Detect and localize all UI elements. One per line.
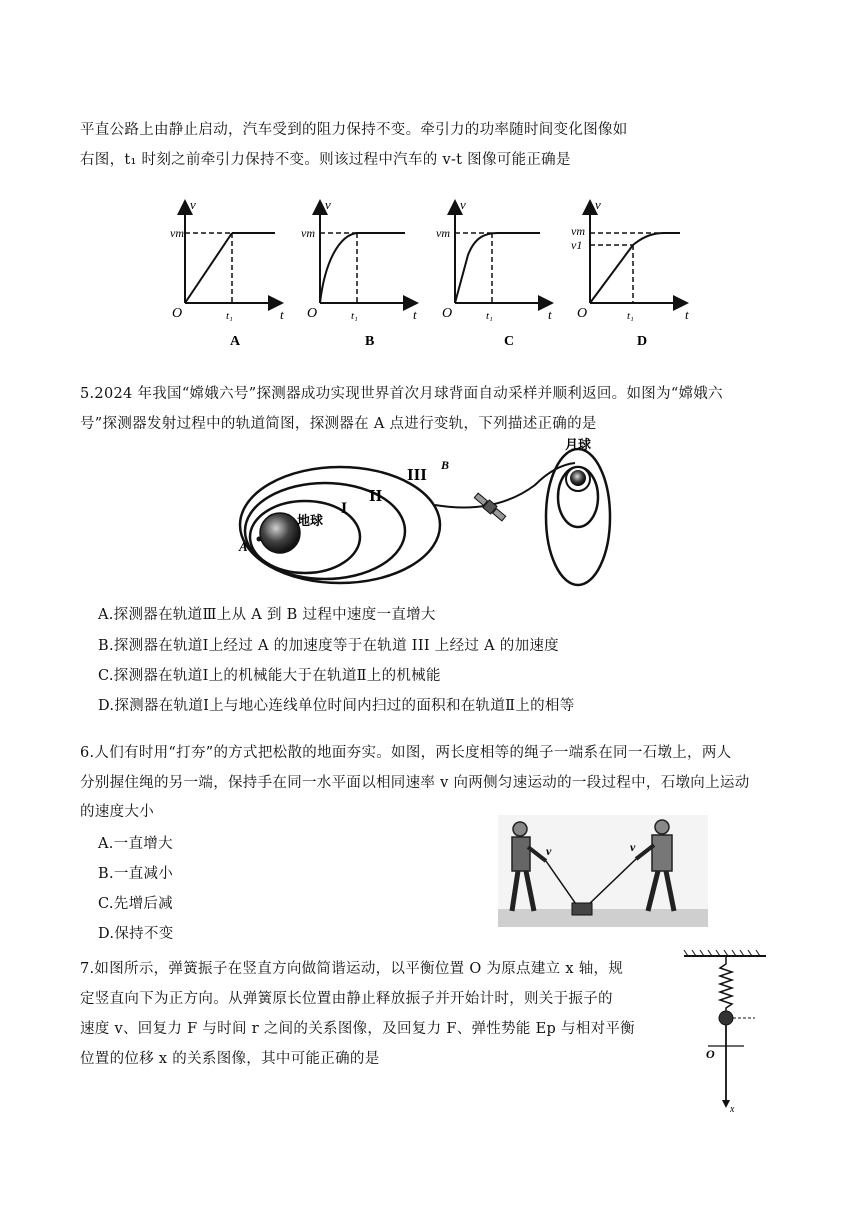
ball-icon: [719, 1011, 733, 1025]
moon-label: 月球: [565, 437, 592, 452]
q4-vt-graphs: [160, 195, 700, 355]
graph-b-label: B: [365, 334, 375, 349]
q5-option-b: B.探测器在轨道Ⅰ上经过 A 的加速度等于在轨道 III 上经过 A 的加速度: [98, 638, 559, 654]
graph-b-vm: vm: [301, 226, 315, 240]
graph-d-v1: v1: [571, 238, 583, 252]
graph-c-vm: vm: [436, 226, 450, 240]
q6-option-b: B.一直减小: [98, 866, 174, 882]
q6-text-line-1: 6.人们有时用“打夯”的方式把松散的地面夯实。如图，两长度相等的绳子一端系在同一石墩上，两人: [80, 745, 732, 761]
q7-text-line-3: 速度 v、回复力 F 与时间 r 之间的关系图像，及回复力 F、弹性势能 Ep 与相对平衡: [80, 1021, 635, 1037]
spring-icon: [720, 956, 732, 1012]
graph-c-v-axis: v: [460, 197, 466, 212]
q7-spring-oscillator: [680, 950, 770, 1115]
graph-b-t-axis: t: [413, 307, 417, 322]
graph-b-v-axis: v: [325, 197, 331, 212]
graph-c-origin: O: [442, 306, 453, 321]
q7-x-label: x: [730, 1104, 735, 1115]
orbit-i-label: I: [341, 500, 348, 517]
q7-text-line-1: 7.如图所示，弹簧振子在竖直方向做简谐运动，以平衡位置 O 为原点建立 x 轴，规: [80, 961, 624, 977]
q5-option-d: D.探测器在轨道Ⅰ上与地心连线单位时间内扫过的面积和在轨道Ⅱ上的相等: [98, 698, 575, 714]
q6-option-d: D.保持不变: [98, 926, 174, 942]
q6-text-line-3: 的速度大小: [80, 804, 154, 820]
moon-icon: [570, 470, 586, 486]
q7-text-line-2: 定竖直向下为正方向。从弹簧原长位置由静止释放振子并开始计时，则关于振子的: [80, 991, 613, 1007]
q6-tamping-figure: [498, 815, 708, 927]
q5-text-line-2: 号”探测器发射过程中的轨道简图，探测器在 A 点进行变轨，下列描述正确的是: [80, 416, 597, 432]
graph-d-origin: O: [577, 306, 588, 321]
q5-option-c: C.探测器在轨道Ⅰ上的机械能大于在轨道Ⅱ上的机械能: [98, 668, 441, 684]
stone-icon: [572, 903, 592, 915]
graph-b-origin: O: [307, 306, 318, 321]
graph-b: [301, 197, 417, 349]
graph-a-t1: t₁: [226, 310, 233, 322]
graph-d-t1: t₁: [627, 310, 634, 322]
graph-d-v-axis: v: [595, 197, 601, 212]
q6-v-left: v: [546, 844, 552, 858]
earth-label: 地球: [297, 513, 324, 528]
graph-c-t-axis: t: [548, 307, 552, 322]
graph-d-vm: vm: [571, 224, 585, 238]
graph-c-label: C: [504, 334, 515, 349]
q4-text-line-2: 右图，t₁ 时刻之前牵引力保持不变。则该过程中汽车的 v-t 图像可能正确是: [80, 152, 571, 168]
q6-text-line-2: 分别握住绳的另一端，保持手在同一水平面以相同速率 v 向两侧匀速运动的一段过程中，石墩向上运动: [80, 775, 750, 791]
graph-d-t-axis: t: [685, 307, 689, 322]
graph-a: [170, 197, 284, 349]
graph-c: [436, 197, 552, 349]
earth-icon: [260, 513, 300, 553]
q6-v-right: v: [630, 840, 636, 854]
graph-a-vm: vm: [170, 226, 184, 240]
point-a-label: A: [239, 539, 248, 554]
point-b-label: B: [441, 458, 450, 472]
graph-a-label: A: [230, 334, 241, 349]
q5-text-line-1: 5.2024 年我国“嫦娥六号”探测器成功实现世界首次月球背面自动采样并顺利返回。如图为“嫦娥六: [80, 386, 723, 402]
q6-option-a: A.一直增大: [98, 836, 173, 852]
graph-a-v-axis: v: [190, 197, 196, 212]
q4-text-line-1: 平直公路上由静止启动，汽车受到的阻力保持不变。牵引力的功率随时间变化图像如: [80, 122, 628, 138]
q5-orbit-diagram: [235, 435, 625, 595]
q5-option-a: A.探测器在轨道Ⅲ上从 A 到 B 过程中速度一直增大: [98, 607, 436, 623]
q7-origin-label: O: [706, 1047, 715, 1061]
orbit-iii-label: III: [407, 465, 427, 484]
q6-option-c: C.先增后减: [98, 896, 173, 912]
graph-a-origin: O: [172, 306, 183, 321]
orbit-ii-label: II: [369, 486, 383, 505]
graph-c-t1: t₁: [486, 310, 493, 322]
graph-a-t-axis: t: [280, 307, 284, 322]
graph-d: [571, 197, 689, 349]
q7-text-line-4: 位置的位移 x 的关系图像，其中可能正确的是: [80, 1051, 380, 1067]
graph-d-label: D: [637, 334, 648, 349]
graph-b-t1: t₁: [351, 310, 358, 322]
